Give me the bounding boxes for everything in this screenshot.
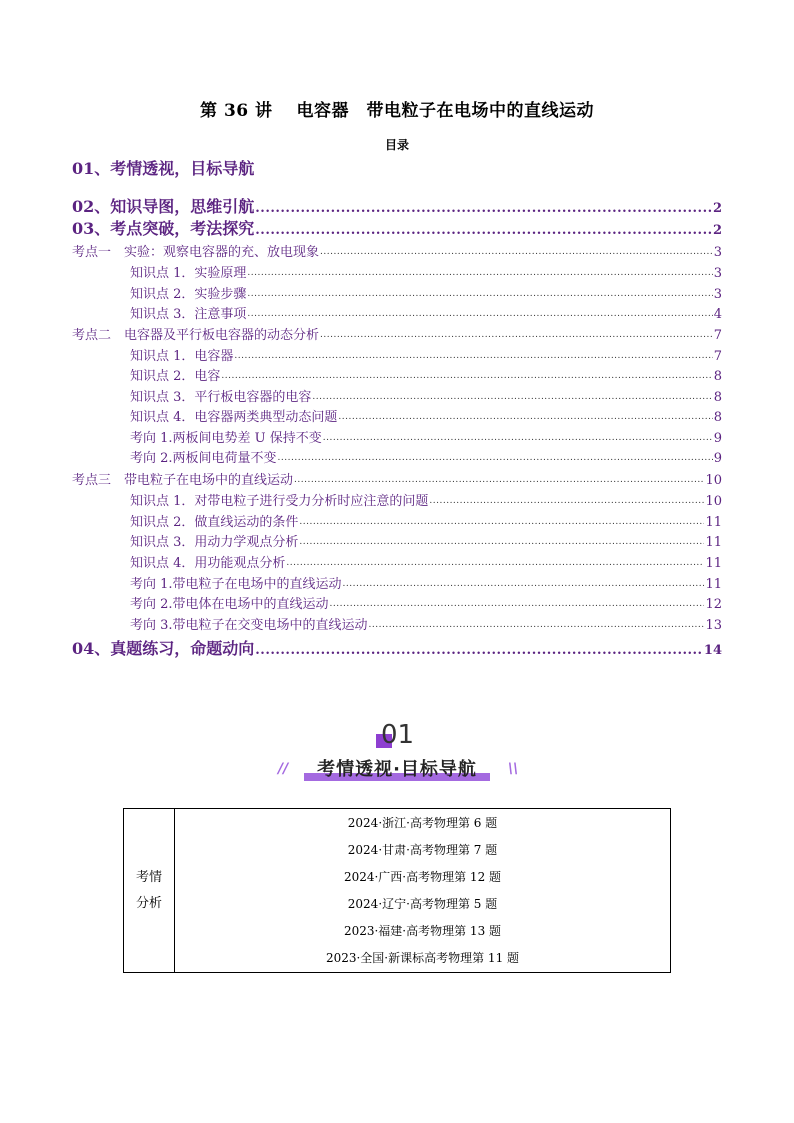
- toc-entry-label: 考点一 实验：观察电容器的充、放电现象: [72, 245, 320, 260]
- exam-item: 2024·辽宁·高考物理第 5 题: [347, 896, 498, 911]
- toc-leader-dots: [247, 305, 712, 318]
- toc-entry-label: 考向 3.带电粒子在交变电场中的直线运动: [130, 618, 368, 633]
- toc-entry-label: 知识点 1．实验原理: [130, 266, 247, 281]
- toc-entry[interactable]: [130, 406, 722, 424]
- toc-leader-dots: [369, 616, 705, 629]
- toc-entry-label: 01、考情透视，目标导航: [72, 159, 255, 178]
- toc-entry-page: 11: [705, 577, 722, 592]
- toc-entry-page: 8: [713, 390, 722, 405]
- exam-items: [175, 809, 670, 972]
- toc-leader-dots: [255, 196, 712, 212]
- toc-heading: 目录: [384, 138, 409, 152]
- exam-label-line2: 分析: [135, 895, 162, 911]
- exam-item: 2024·甘肃·高考物理第 7 题: [347, 842, 498, 857]
- toc-entry-page: 2: [712, 223, 722, 238]
- toc-leader-dots: [312, 388, 712, 401]
- toc-entry-label: 考点三 带电粒子在电场中的直线运动: [72, 473, 294, 488]
- toc-entry-page: 9: [713, 451, 722, 466]
- toc-leader-dots: [234, 347, 712, 360]
- page-title: 第 36 讲 电容器 带电粒子在电场中的直线运动: [200, 101, 594, 121]
- toc-entry[interactable]: [130, 490, 722, 508]
- toc-entry[interactable]: [72, 156, 722, 178]
- toc-entry[interactable]: [72, 636, 722, 658]
- toc-entry-page: 8: [713, 410, 722, 425]
- toc-entry-label: 知识点 1．对带电粒子进行受力分析时应注意的问题: [130, 494, 429, 509]
- toc-entry[interactable]: [130, 283, 722, 301]
- toc-leader-dots: [343, 575, 705, 588]
- toc-entry-page: 3: [713, 287, 722, 302]
- toc-leader-dots: [286, 554, 704, 567]
- toc-entry-page: 2: [712, 201, 722, 216]
- toc-entry[interactable]: [130, 427, 722, 445]
- toc-leader-dots: [429, 492, 704, 505]
- exam-analysis-table: [123, 808, 671, 973]
- toc-leader-dots: [247, 264, 712, 277]
- toc-entry[interactable]: [130, 447, 722, 465]
- toc-leader-dots: [278, 449, 713, 462]
- toc-entry[interactable]: [130, 262, 722, 280]
- toc-entry-page: 11: [705, 515, 722, 530]
- toc-leader-dots: [330, 595, 705, 608]
- toc-entry-label: 考点二 电容器及平行板电容器的动态分析: [72, 328, 320, 343]
- exam-table-label: [124, 809, 175, 972]
- toc-entry-label: 知识点 2．电容: [130, 369, 221, 384]
- toc-leader-dots: [247, 285, 712, 298]
- toc-leader-dots: [320, 243, 713, 256]
- toc-entry-page: 9: [713, 431, 722, 446]
- toc-entry[interactable]: [72, 194, 722, 216]
- toc-entry-label: 03、考点突破，考法探究: [72, 219, 255, 238]
- toc-entry[interactable]: [72, 216, 722, 238]
- toc-entry-page: 10: [705, 494, 722, 509]
- toc-entry-page: 14: [703, 643, 722, 658]
- toc-entry-label: 考向 1.带电粒子在电场中的直线运动: [130, 577, 342, 592]
- toc-entry-page: 7: [713, 349, 722, 364]
- toc-entry-page: 7: [713, 328, 722, 343]
- toc-entry[interactable]: [72, 469, 722, 487]
- toc-entry[interactable]: [130, 511, 722, 529]
- toc-entry-label: 知识点 3．用动力学观点分析: [130, 535, 299, 550]
- toc-entry-page: 13: [705, 618, 722, 633]
- toc-entry[interactable]: [72, 241, 722, 259]
- toc-entry[interactable]: [130, 345, 722, 363]
- toc-entry[interactable]: [130, 593, 722, 611]
- exam-item: 2023·全国·新课标高考物理第 11 题: [325, 950, 520, 965]
- toc-entry-label: 知识点 3．平行板电容器的电容: [130, 390, 312, 405]
- toc-entry-label: 知识点 1．电容器: [130, 349, 234, 364]
- section-banner: [292, 755, 502, 781]
- toc-entry-page: 3: [713, 266, 722, 281]
- toc-leader-dots: [255, 218, 712, 234]
- toc-entry[interactable]: [130, 614, 722, 632]
- toc-leader-dots: [323, 429, 713, 442]
- toc-entry[interactable]: [130, 386, 722, 404]
- toc-entry-label: 04、真题练习，命题动向: [72, 639, 255, 658]
- toc-leader-dots: [320, 326, 713, 339]
- section-number: 01: [381, 720, 415, 750]
- toc-leader-dots: [338, 408, 712, 421]
- toc-entry-label: 知识点 3．注意事项: [130, 307, 247, 322]
- toc-leader-dots: [221, 367, 712, 380]
- exam-item: 2024·浙江·高考物理第 6 题: [347, 815, 498, 830]
- exam-item: 2023·福建·高考物理第 13 题: [343, 923, 502, 938]
- toc-entry-label: 考向 2.带电体在电场中的直线运动: [130, 597, 329, 612]
- toc-entry[interactable]: [130, 573, 722, 591]
- section-title: 考情透视·目标导航: [317, 759, 477, 780]
- exam-item: 2024·广西·高考物理第 12 题: [343, 869, 502, 884]
- toc-entry[interactable]: [130, 552, 722, 570]
- toc-entry-page: 3: [713, 245, 722, 260]
- toc-leader-dots: [294, 471, 704, 484]
- toc-leader-dots: [299, 513, 704, 526]
- toc-leader-dots: [299, 533, 704, 546]
- toc-entry[interactable]: [130, 303, 722, 321]
- toc-entry-page: 8: [713, 369, 722, 384]
- toc-entry-page: 11: [705, 556, 722, 571]
- toc-entry-label: 02、知识导图，思维引航: [72, 197, 255, 216]
- toc-entry-label: 知识点 4．电容器两类典型动态问题: [130, 410, 338, 425]
- banner-slash-right: \\: [508, 761, 519, 777]
- toc-leader-dots: [255, 638, 703, 654]
- banner-slash-left: //: [278, 761, 289, 777]
- toc-entry-page: 12: [705, 597, 722, 612]
- toc-entry-page: 4: [713, 307, 722, 322]
- exam-label-line1: 考情: [135, 869, 162, 885]
- toc-leader-dots: [255, 158, 721, 174]
- toc-entry[interactable]: [72, 324, 722, 342]
- toc-entry-label: 知识点 2．实验步骤: [130, 287, 247, 302]
- toc-entry-label: 知识点 2．做直线运动的条件: [130, 515, 299, 530]
- toc-entry-page: 11: [705, 535, 722, 550]
- toc-entry-label: 考向 1.两板间电势差 U 保持不变: [130, 431, 322, 446]
- toc-entry-label: 考向 2.两板间电荷量不变: [130, 451, 277, 466]
- toc-entry[interactable]: [130, 531, 722, 549]
- toc-entry-page: 10: [705, 473, 722, 488]
- toc-entry-label: 知识点 4．用功能观点分析: [130, 556, 286, 571]
- toc-entry[interactable]: [130, 365, 722, 383]
